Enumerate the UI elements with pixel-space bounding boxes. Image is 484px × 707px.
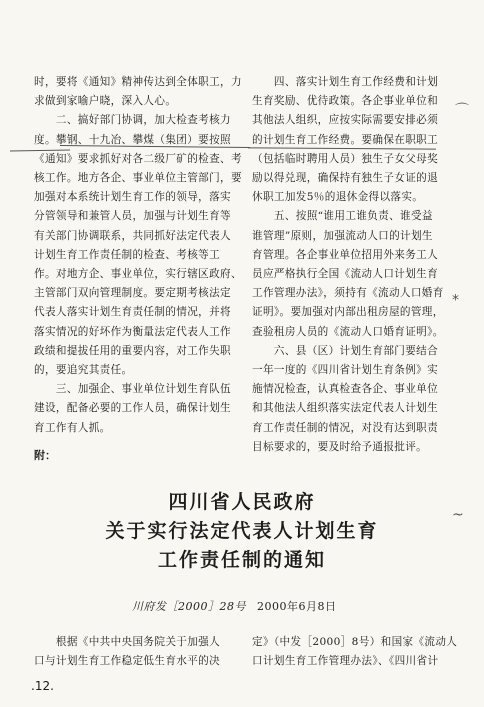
text-line: 目标要求的，要及时给予通报批评。 — [252, 440, 428, 453]
text-line: 计划生育工作责任制的检查、考核等工 — [34, 248, 221, 261]
text-line: 口与计划生育工作稳定低生育水平的决 — [34, 655, 221, 668]
notice-title-line-3: 工作责任制的通知 — [157, 549, 326, 571]
text-line: 核工作。地方各企、事业单位主管部门，要 — [34, 172, 242, 185]
document-number: 川府发［2000］28号 — [132, 600, 246, 613]
text-line: 和其他法人组织落实法定代表人计划生 — [252, 402, 439, 415]
text-line: 育工作有人抓。 — [34, 421, 111, 434]
text-line: 查验租房人员的《流动人口婚育证明》。 — [252, 325, 444, 338]
text-line: 《通知》要求抓好对各二级厂矿的检查、考 — [34, 152, 242, 165]
text-line: 一年一度的《四川省计划生育条例》实 — [252, 364, 439, 377]
text-line: 员应严格执行全国《流动人口计划生育 — [252, 268, 439, 281]
text-line: 作。对地方企、事业单位，实行辖区政府、 — [34, 268, 242, 281]
margin-pen-mark: ~ — [452, 507, 464, 523]
text-line: 休职工加发5％的退休金得以落实。 — [252, 191, 424, 204]
text-line: 代表人落实计划生育责任制的情况，并将 — [34, 306, 231, 319]
notice-body-left — [34, 633, 220, 671]
page-number: .12. — [31, 679, 54, 693]
text-line: 二、搞好部门协调，加大检查考核力 — [34, 114, 231, 127]
text-line: 其他法人组织，应按实际需要安排必须 — [252, 114, 439, 127]
text-line: 落实情况的好坏作为衡量法定代表人工作 — [34, 325, 231, 338]
text-line: 口计划生育工作管理办法》、《四川省计 — [252, 655, 439, 668]
text-line: 建设，配备必要的工作人员，确保计划生 — [34, 402, 231, 415]
text-line: 根据《中共中央国务院关于加强人 — [34, 636, 221, 648]
right-text-column — [252, 73, 462, 457]
text-line: 施情况检查，认真检查各企、事业单位 — [252, 383, 439, 396]
text-line: 度。攀钢、十九冶、攀煤（集团）要按照 — [34, 133, 231, 146]
notice-title-line-2: 关于实行法定代表人计划生育 — [105, 520, 379, 542]
text-line: 主管部门双向管理制度。要定期考核法定 — [34, 287, 231, 300]
text-line: 励以得兑现，确保持有独生子女证的退 — [252, 172, 439, 185]
text-line: 五、按照“谁用工谁负责、谁受益 — [252, 210, 433, 223]
text-line: 的计划生育工作经费。要确保在职职工 — [252, 133, 439, 146]
attachment-label: 附： — [34, 449, 56, 462]
margin-pen-mark: ⌒ — [455, 103, 469, 119]
text-line: 政绩和提拔任用的重要内容，对工作失职 — [34, 344, 231, 357]
text-line: 谁管理”原则，加强流动人口的计划生 — [252, 229, 433, 242]
document-date: 2000年6月8日 — [257, 600, 337, 613]
left-text-column — [34, 73, 240, 438]
text-line: 生育奖励、优待政策。各企事业单位和 — [252, 95, 439, 108]
notice-title-line-1: 四川省人民政府 — [168, 491, 316, 513]
text-line: 育管理。各企事业单位招用外来务工人 — [252, 248, 439, 261]
text-line: 六、县（区）计划生育部门要结合 — [252, 344, 439, 357]
text-line: 定》（中发［2000］8号）和国家《流动人 — [252, 636, 458, 648]
text-line: 育工作责任制的情况，对没有达到职责 — [252, 421, 439, 434]
text-line: 加强对本系统计划生育工作的领导，落实 — [34, 191, 231, 204]
text-line: 三、加强企、事业单位计划生育队伍 — [34, 383, 231, 396]
text-line: 四、落实计划生育工作经费和计划 — [252, 76, 439, 88]
text-line: 时，要将《通知》精神传达到全体职工，力 — [34, 76, 242, 88]
text-line: 有关部门协调联系，共同抓好法定代表人 — [34, 229, 231, 242]
notice-body-right — [252, 633, 457, 671]
margin-pen-mark: ⁎ — [452, 288, 459, 304]
text-line: 工作管理办法》，须持有《流动人口婚育 — [252, 287, 444, 300]
text-line: （包括临时聘用人员）独生子女父母奖 — [252, 152, 439, 165]
text-line: 的，要追究其责任。 — [34, 364, 133, 377]
text-line: 分管领导和兼管人员，加强与计划生育等 — [34, 210, 231, 223]
text-line: 证明》。要加强对内部出租房屋的管理， — [252, 306, 444, 319]
text-line: 求做到家喻户晓，深入人心。 — [34, 95, 177, 108]
